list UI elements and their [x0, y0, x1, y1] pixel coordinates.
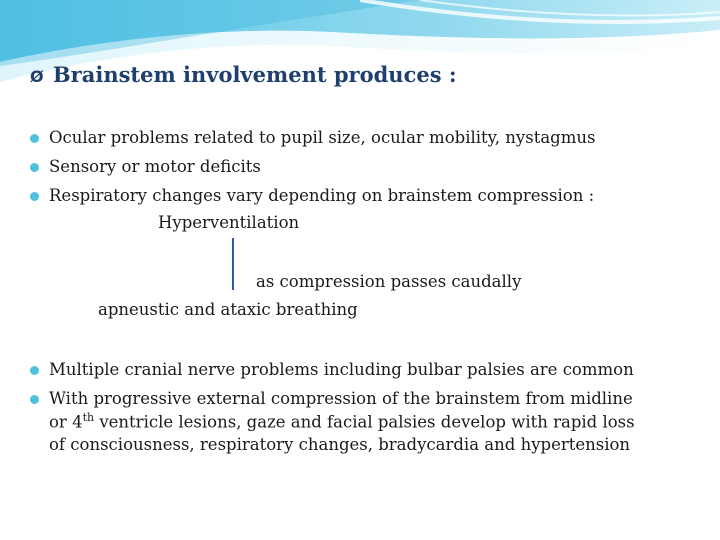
header-wave-decoration	[0, 0, 720, 110]
ordinal-suffix: th	[82, 411, 95, 424]
resp-apneustic-breathing: apneustic and ataxic breathing	[98, 300, 358, 319]
resp-caudal-note: as compression passes caudally	[256, 272, 522, 291]
circle-bullet-icon	[30, 163, 39, 172]
slide-heading	[30, 62, 457, 87]
downward-arrow-line	[232, 238, 234, 290]
circle-bullet-icon	[30, 366, 39, 375]
arrow-bullet-icon: Ø	[30, 67, 44, 86]
list-item-text: With progressive external compression of the brainstem from midline	[49, 389, 633, 408]
list-item-continuation: of consciousness, respiratory changes, bradycardia and hypertension	[49, 435, 631, 454]
list-item-text: Sensory or motor deficits	[49, 157, 261, 176]
list-item-text: Respiratory changes vary depending on brainstem compression :	[49, 186, 595, 205]
heading-text: Brainstem involvement produces :	[52, 62, 457, 87]
circle-bullet-icon	[30, 395, 39, 404]
list-item-text: Ocular problems related to pupil size, ocular mobility, nystagmus	[49, 128, 596, 147]
circle-bullet-icon	[30, 134, 39, 143]
resp-hyperventilation: Hyperventilation	[158, 213, 300, 232]
list-item-continuation: or 4th ventricle lesions, gaze and facial palsies develop with rapid loss	[49, 411, 635, 432]
list-item-text: Multiple cranial nerve problems including bulbar palsies are common	[49, 360, 634, 379]
circle-bullet-icon	[30, 192, 39, 201]
